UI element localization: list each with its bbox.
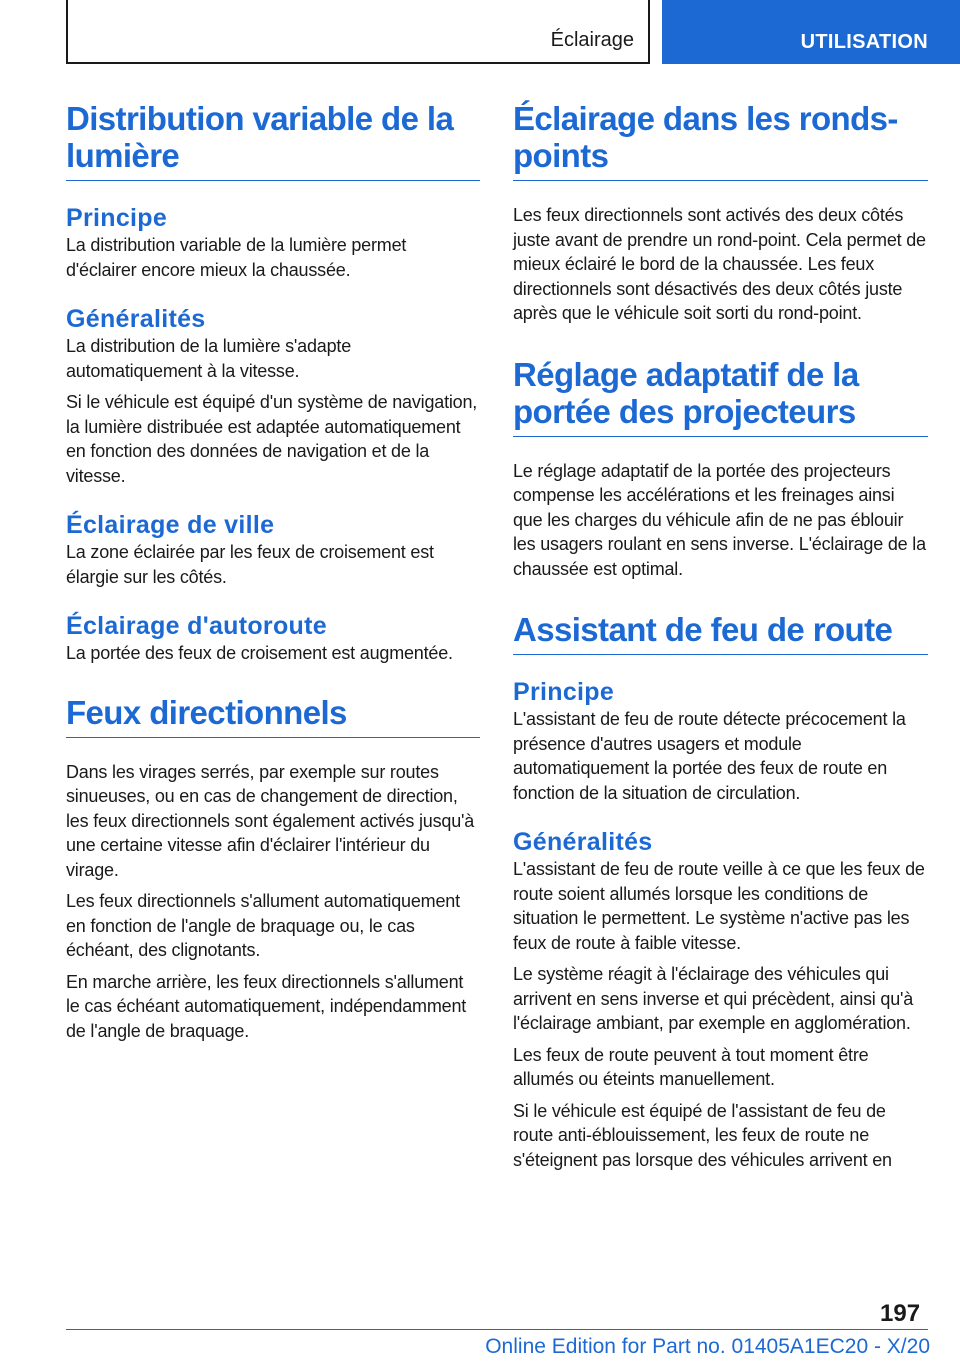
subheading-generalites: Généralités: [513, 828, 653, 856]
header-section-title: UTILISATION: [800, 31, 928, 53]
paragraph-principe: La distribution variable de la lumière permet d'éclairer encore mieux la chaussée.: [66, 235, 407, 280]
heading-assistant-feu-de-route: Assistant de feu de route: [513, 611, 893, 648]
paragraph-assistant-generalites-4: Si le véhicule est équipé de l'assistant de feu de route anti-éblouissement, les feux de route ne s'éteignent pas lorsque des véhicules arrivent en: [513, 1100, 892, 1170]
subheading-generalites: Généralités: [66, 305, 206, 333]
paragraph-eclairage-autoroute: La portée des feux de croisement est augmentée.: [66, 643, 453, 663]
heading-reglage-adaptatif: Réglage adaptatif de la portée des projecteurs: [513, 355, 859, 430]
paragraph-feux-1: Dans les virages serrés, par exemple sur routes sinueuses, ou en cas de changement de direction, les feux directionnels sont également activés jusqu'à une certaine vitesse afin d'éclairer l'intérieur du virage.: [66, 761, 475, 880]
paragraph-ronds-points: Les feux directionnels sont activés des deux côtés juste avant de prendre un rond-point. Cela permet de mieux éclairé le bord de la chaussée. Les feux directionnels sont désactivés des deux côtés juste après que le véhicule soit sorti du rond-point.: [513, 205, 926, 323]
heading-feux-directionnels: Feux directionnels: [66, 693, 347, 731]
paragraph-assistant-generalites-3: Les feux de route peuvent à tout moment être allumés ou éteints manuellement.: [513, 1044, 869, 1089]
paragraph-feux-2: Les feux directionnels s'allument automatiquement en fonction de l'angle de braquage ou, le cas échéant, des clignotants.: [66, 891, 460, 960]
paragraph-feux-3: En marche arrière, les feux directionnels s'allument le cas échéant automatiquement, indépendamment de l'angle de braquage.: [66, 971, 467, 1041]
header-section-tab: [662, 0, 960, 64]
paragraph-assistant-principe: L'assistant de feu de route détecte précocement la présence d'autres usagers et module automatiquement la portée des feux de route en fonction de la situation de circulation.: [513, 709, 906, 803]
paragraph-assistant-generalites-1: L'assistant de feu de route veille à ce que les feux de route soient allumés lorsque les conditions de situation le permettent. Le système n'active pas les feux de route à faible vitesse.: [513, 859, 925, 953]
subheading-eclairage-autoroute: Éclairage d'autoroute: [66, 612, 327, 640]
heading-eclairage-ronds-points: Éclairage dans les ronds-points: [513, 100, 898, 174]
subheading-eclairage-ville: Éclairage de ville: [66, 511, 275, 539]
paragraph-assistant-generalites-2: Le système réagit à l'éclairage des véhicules qui arrivent en sens inverse et qui précèdent, ainsi qu'à l'éclairage ambiant, par exemple en agglomération.: [513, 964, 914, 1033]
subheading-principe: Principe: [513, 678, 615, 706]
subheading-principe: Principe: [66, 204, 168, 232]
left-column: [66, 100, 480, 1043]
paragraph-generalites-2: Si le véhicule est équipé d'un système de navigation, la lumière distribuée est adaptée automatiquement en fonction des données de navigation et de la vitesse.: [66, 392, 478, 486]
page-number: 197: [880, 1300, 921, 1327]
paragraph-eclairage-ville: La zone éclairée par les feux de croisement est élargie sur les côtés.: [66, 542, 434, 587]
header-chapter-tab: [66, 0, 650, 64]
paragraph-generalites-1: La distribution de la lumière s'adapte automatiquement à la vitesse.: [66, 336, 352, 381]
paragraph-reglage-adaptatif: Le réglage adaptatif de la portée des projecteurs compense les accélérations et les freinages ainsi que les charges du véhicule afin de ne pas éblouir les usagers roulant en sens inverse. L'éclairage de la chaussée est optimal.: [513, 460, 926, 579]
footer-edition-text: Online Edition for Part no. 01405A1EC20 - X/20: [485, 1335, 930, 1358]
header-chapter-title: Éclairage: [550, 29, 634, 51]
right-column: [513, 100, 928, 1172]
footer-rule: [66, 1329, 928, 1330]
heading-distribution-variable: Distribution variable de la lumière: [66, 100, 454, 174]
